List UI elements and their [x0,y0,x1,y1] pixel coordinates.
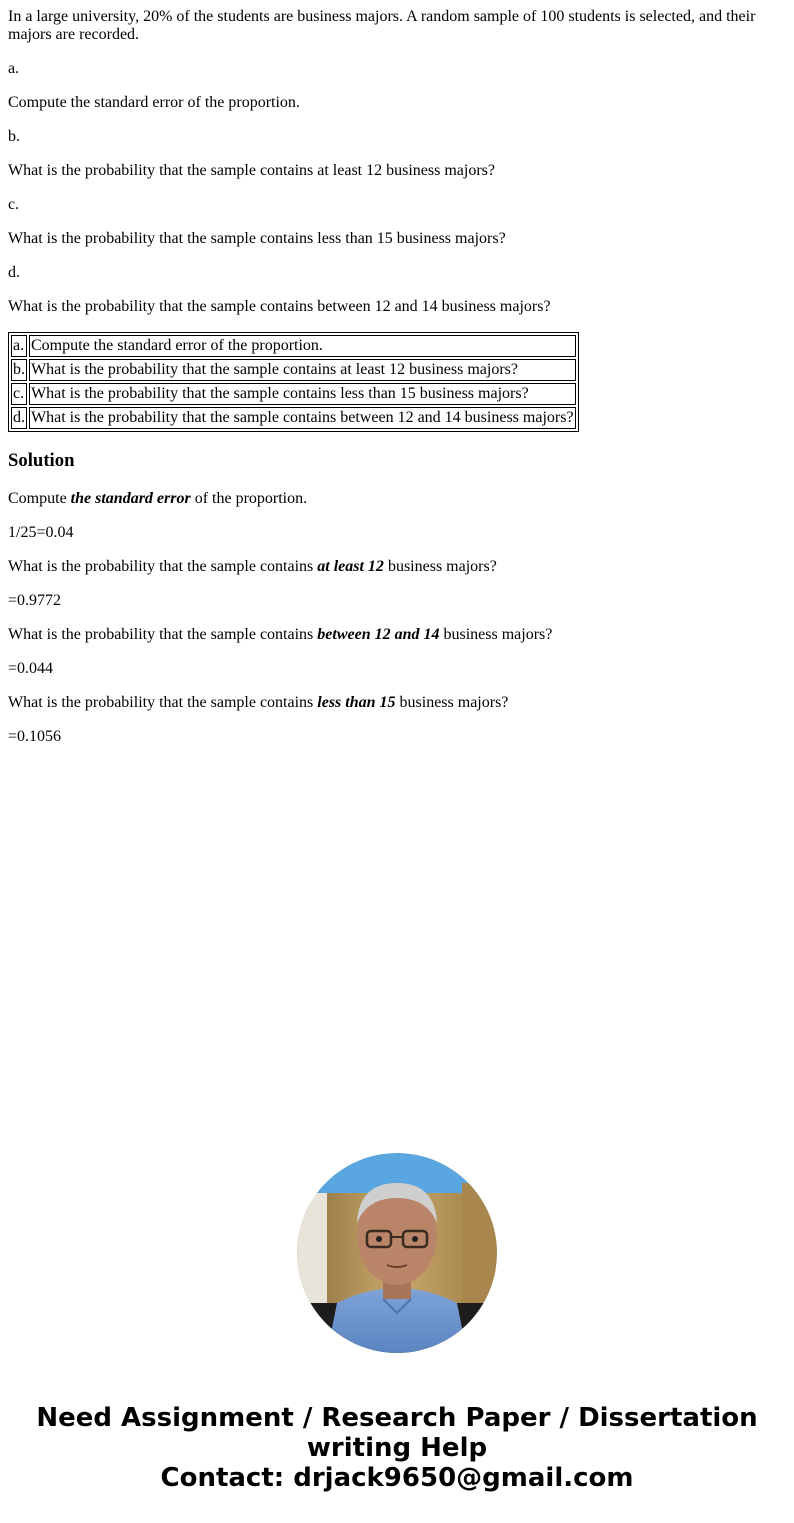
part-a-text: Compute the standard error of the proportion. [8,94,300,111]
solution-question-suffix: business majors? [383,558,497,575]
solution-answer-2: =0.9772 [8,592,62,609]
part-d-letter: d. [8,264,20,281]
part-b-letter: b. [8,128,20,145]
solution-question-suffix: business majors? [439,626,553,643]
solution-question-3 [8,626,778,644]
table-row [11,383,576,405]
table-cell-letter: a. [11,335,27,357]
solution-question-emphasis: between 12 and 14 [317,626,440,643]
solution-heading: Solution [8,450,75,471]
solution-question-prefix: Compute [8,490,71,507]
table-cell-letter: c. [11,383,27,405]
solution-answer-4: =0.1056 [8,728,62,745]
table-cell-text: What is the probability that the sample contains at least 12 business majors? [29,359,576,381]
document-body [8,8,778,762]
part-c-text: What is the probability that the sample contains less than 15 business majors? [8,230,506,247]
solution-question-prefix: What is the probability that the sample contains [8,558,318,575]
part-a-letter: a. [8,60,20,77]
table-row [11,359,576,381]
footer-contact-line: Contact: drjack9650@gmail.com [160,1463,634,1493]
solution-question-emphasis: less than 15 [317,694,396,711]
solution-question-suffix: of the proportion. [190,490,308,507]
part-b-text: What is the probability that the sample contains at least 12 business majors? [8,162,495,179]
solution-question-1 [8,490,778,508]
solution-question-emphasis: at least 12 [317,558,384,575]
question-intro: In a large university, 20% of the students are business majors. A random sample of 100 students is selected, and their majors are recorded. [8,8,756,43]
part-c-letter: c. [8,196,20,213]
solution-question-suffix: business majors? [395,694,509,711]
footer-banner [0,1403,794,1493]
solution-question-prefix: What is the probability that the sample contains [8,694,318,711]
solution-question-2 [8,558,778,576]
solution-question-prefix: What is the probability that the sample contains [8,626,318,643]
tutor-avatar-photo [297,1153,497,1353]
table-cell-text: What is the probability that the sample contains between 12 and 14 business majors? [29,407,576,429]
solution-answer-1: 1/25=0.04 [8,524,74,541]
table-row [11,335,576,357]
table-cell-text: Compute the standard error of the proportion. [29,335,576,357]
table-row [11,407,576,429]
question-parts-table [8,332,579,432]
solution-question-4 [8,694,778,712]
solution-answer-3: =0.044 [8,660,54,677]
footer-line-1: Need Assignment / Research Paper / Dissertation [36,1403,758,1433]
part-d-text: What is the probability that the sample contains between 12 and 14 business majors? [8,298,551,315]
table-cell-letter: d. [11,407,27,429]
table-cell-text: What is the probability that the sample contains less than 15 business majors? [29,383,576,405]
solution-question-emphasis: the standard error [70,490,191,507]
footer-line-2: writing Help [306,1433,488,1463]
table-cell-letter: b. [11,359,27,381]
